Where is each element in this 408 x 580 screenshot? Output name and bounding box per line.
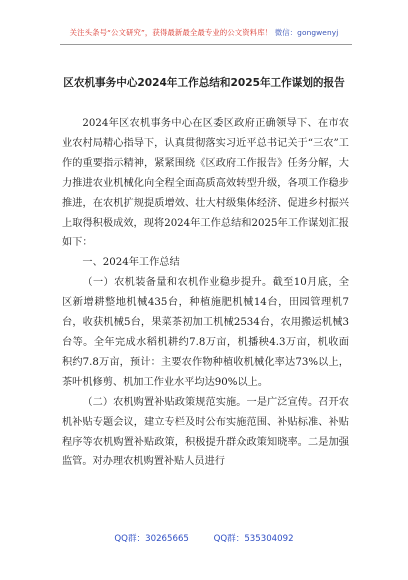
footer-qq-group-1: QQ群：30265665 <box>114 534 189 544</box>
section-heading: 一、2024年工作总结 <box>82 257 180 269</box>
footer-qq-groups <box>0 532 408 544</box>
document-body <box>62 114 349 472</box>
header-notice <box>0 27 408 38</box>
header-notice-text: 关注头条号“公文研究”，获得最新最全最专业的公文资料库！ <box>69 28 273 37</box>
paragraph-item-2: （二）农机购置补贴政策规范实施。一是广泛宣传。召开农机补贴专题会议，建立专栏及时公布实施范围、补贴标准、补贴程序等农机购置补贴政策，积极提升群众政策知晓率。二是加强监管。对办理农机购置补贴人员进行 <box>62 396 349 468</box>
paragraph-item-1: （一）农机装备量和农机作业稳步提升。截至10月底，全区新增耕整地机械435台，种植施肥机械14台，田园管理机7台，收获机械5台，果菜茶初加工机械2534台，农用搬运机械3台等。全年完成水稻机耕约7.8万亩，机播秧4.3万亩，机收面积约7.8万亩，预计：主要农作物种植收机械化率达73%以上，茶叶机修剪、机加工作业水平均达90%以上。 <box>62 277 349 388</box>
intro-paragraph: 2024年区农机事务中心在区委区政府正确领导下、在市农业农村局精心指导下，认真贯彻落实习近平总书记关于“三农”工作的重要指示精神，紧紧围绕《区政府工作报告》任务分解，大力推进农业机械化向全程全面高质高效转型升级，各项工作稳步推进，在农机扩规提质增效、壮大村级集体经济、促进乡村振兴上取得积极成效，现将2024年工作总结和2025年工作谋划汇报如下： <box>62 118 349 249</box>
footer-qq-group-2: QQ群：535304092 <box>213 534 294 544</box>
document-title: 区农机事务中心2024年工作总结和2025年工作谋划的报告 <box>63 77 345 89</box>
header-wechat-text: 微信：gongwenyj <box>274 28 339 37</box>
header-divider <box>60 44 352 45</box>
